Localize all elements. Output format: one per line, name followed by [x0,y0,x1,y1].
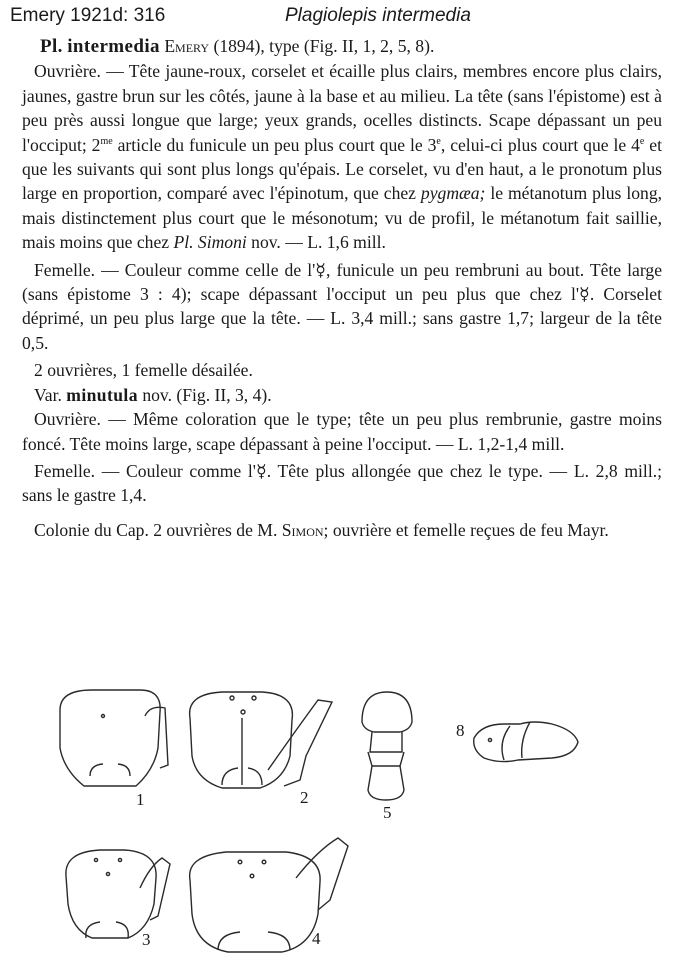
worker-text-5: le métanotum plus long, mais distinctement plus court que le mésonotum; vu de profil, le métanotum fait saillie, mais moins que chez [22,183,663,253]
superscript-e-1: e [436,135,441,147]
genus-abbrev: Pl. [40,36,63,57]
simoni-italic: Pl. Simoni [173,232,247,253]
worker-head-fig1 [60,690,168,786]
year-type: (1894), type [213,36,300,56]
variety-worker-head-fig3 [66,850,170,938]
variety-female-head-fig4 [190,838,348,952]
collector-name: Simon [281,519,324,540]
fig-label-3: 3 [142,930,151,949]
worker-text-1: Ouvrière. — Tête jaune-roux, corselet et écaille plus clairs, membres encore plus clairs, jaunes, gastre brun sur les côtés, jaune à la base et au milieu. La tête (sans l'épistome) est à peu près aussi longue que large; yeux grands, ocelles distincts. Scape dépassant un peu l'occiput; 2 [22,61,662,155]
figure-reference: (Fig. II, 1, 2, 5, 8). [303,36,435,56]
pygmaea-italic: pygmæa; [420,183,486,204]
figure-labels [136,721,465,949]
variety-ref: nov. (Fig. II, 3, 4). [142,384,272,405]
worker-text-3: , celui-ci plus court que le 4 [440,134,640,155]
figure-strokes [60,690,578,952]
variety-worker-description: Ouvrière. — Même coloration que le type; tête un peu plus rembrunie, gastre moins foncé. Tête moins large, scape dépassant à peine l'occiput. — L. 1,2-1,4 mill. [22,409,662,454]
thorax-dorsal-fig5 [362,692,412,800]
fig-label-1: 1 [136,790,145,809]
material-examined: 2 ouvrières, 1 femelle désailée. [34,360,253,381]
fig-label-5: 5 [383,803,392,822]
citation-label: Emery 1921d: 316 [10,5,166,26]
author-name: Emery [164,36,210,56]
fig-label-2: 2 [300,788,309,807]
worker-text-4: et que les suivants qui sont plus longs qu'épais. Le corselet, vu d'en haut, a le pronotum plus large en proportion, comparé avec l'épinotum, que chez [22,134,662,204]
worker-head-fig2 [190,692,332,788]
colony-text-2: ; ouvrière et femelle reçues de feu Mayr. [323,519,609,540]
species-name: intermedia [67,36,160,57]
fig-label-4: 4 [312,929,321,948]
superscript-me: me [100,135,113,147]
variety-name: minutula [66,384,138,405]
fig-label-8: 8 [456,721,465,740]
worker-text-2: article du funicule un peu plus court que le 3 [112,134,437,155]
superscript-e-2: e [639,135,645,147]
female-description: Femelle. — Couleur comme celle de l'☿, funicule un peu rembruni au bout. Tête large (sans épistome 3 : 4); scape dépassant l'occiput un peu plus que chez l'☿. Corselet déprimé, un peu plus large que la tête. — L. 3,4 mill.; sans gastre 1,7; largeur de la tête 0,5. [22,259,662,353]
worker-text-6: nov. — L. 1,6 mill. [246,232,386,253]
thorax-profile-fig8 [474,722,578,762]
variety-female-description: Femelle. — Couleur comme l'☿. Tête plus allongée que chez le type. — L. 2,8 mill.; sans le gastre 1,4. [22,460,662,506]
species-title: Plagiolepis intermedia [285,5,471,26]
var-prefix: Var. [34,384,62,405]
colony-text-1: Colonie du Cap. 2 ouvrières de M. [34,519,282,540]
